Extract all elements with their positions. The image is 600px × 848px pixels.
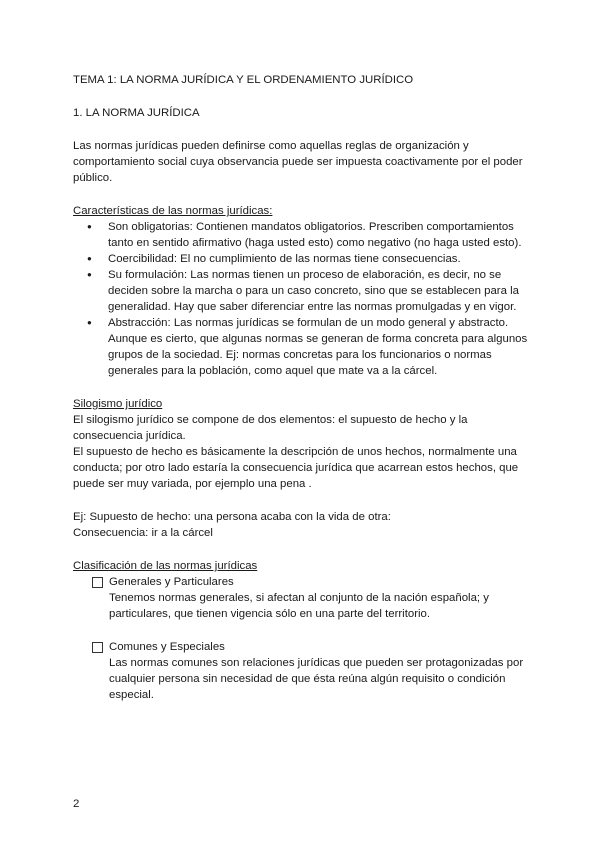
- list-item: ● Su formulación: Las normas tienen un proceso de elaboración, es decir, no se deciden sobre la marcha o para un caso concreto, sino que se establecen para la generalidad. Hay que saber diferenciar entre las normas promulgadas y en vigor.: [73, 267, 533, 315]
- caracteristicas-heading: Características de las normas jurídicas:: [73, 205, 273, 217]
- checkbox[interactable]: [92, 577, 103, 588]
- list-item: ● Abstracción: Las normas jurídicas se formulan de un modo general y abstracto. Aunque es cierto, que algunas normas se generan de forma concreta para algunos grupos de la sociedad. Ej: normas concretas para los funcionarios o normas generales para la población, como aquel que mate va a la cárcel.: [73, 315, 533, 379]
- page-content: [73, 72, 533, 703]
- silogismo-heading: Silogismo jurídico: [73, 398, 163, 410]
- checklist-item: [73, 574, 533, 590]
- section-heading: 1. LA NORMA JURÍDICA: [73, 107, 200, 119]
- list-item: ● Son obligatorias: Contienen mandatos obligatorios. Prescriben comportamientos tanto en sentido afirmativo (haga usted esto) como negativo (no haga usted esto).: [73, 219, 533, 251]
- page-number: 2: [73, 798, 80, 810]
- ejemplo-line-2: Consecuencia: ir a la cárcel: [73, 527, 213, 539]
- page-title: TEMA 1: LA NORMA JURÍDICA Y EL ORDENAMIENTO JURÍDICO: [73, 74, 414, 86]
- intro-paragraph: Las normas jurídicas pueden definirse como aquellas reglas de organización y comportamiento social cuya observancia puede ser impuesta coactivamente por el poder público.: [73, 140, 523, 184]
- checklist-description: Las normas comunes son relaciones jurídicas que pueden ser protagonizadas por cualquier persona sin necesidad de que ésta reúna algún requisito o condición especial.: [109, 657, 524, 701]
- checklist-description: Tenemos normas generales, si afectan al conjunto de la nación española; y particulares, que tienen vigencia sólo en una parte del territorio.: [109, 592, 489, 620]
- ejemplo-line-1: Ej: Supuesto de hecho: una persona acaba con la vida de otra:: [73, 511, 391, 523]
- silogismo-paragraph-1: El silogismo jurídico se compone de dos elementos: el supuesto de hecho y la consecuencia jurídica.: [73, 414, 468, 442]
- clasificacion-heading: Clasificación de las normas jurídicas: [73, 560, 258, 572]
- caracteristicas-list: [73, 219, 533, 379]
- checkbox[interactable]: [92, 642, 103, 653]
- checklist-label: Generales y Particulares: [109, 576, 234, 588]
- silogismo-paragraph-2: El supuesto de hecho es básicamente la descripción de unos hechos, normalmente una conducta; por otro lado estaría la consecuencia jurídica que acarrean estos hechos, que puede ser muy variada, por ejemplo una pena .: [73, 446, 519, 490]
- list-item: ● Coercibilidad: El no cumplimiento de las normas tiene consecuencias.: [73, 251, 533, 267]
- checklist-item: [73, 639, 533, 655]
- checklist-label: Comunes y Especiales: [109, 641, 225, 653]
